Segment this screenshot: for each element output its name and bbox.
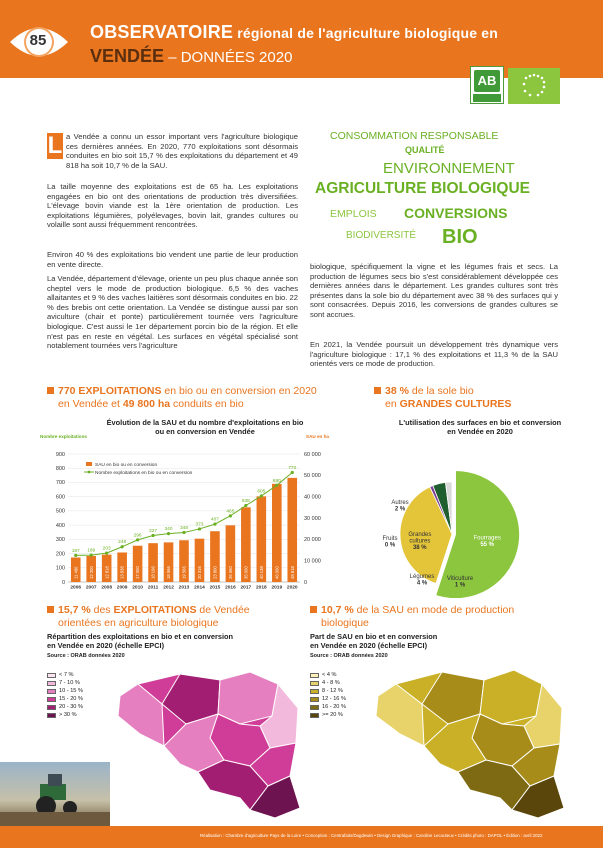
- y-left-label: Nombre exploitations: [40, 434, 87, 439]
- y-right-tick: 10 000: [304, 558, 321, 565]
- x-tick-label: 2011: [147, 585, 159, 591]
- legend-row: [310, 703, 346, 711]
- sau-bar-label: 13 838: [119, 566, 125, 579]
- title-bold: OBSERVATOIRE: [90, 22, 234, 42]
- intro-paragraph-6: En 2021, la Vendée poursuit un développement très dynamique vers l'agriculture biologique : 17,1 % des exploitations et 11,3 % de la SAU orientés vers ce mode de production.: [310, 340, 558, 369]
- sau-bar-label: 18 196: [150, 566, 156, 579]
- legend-label: 16 - 20 %: [322, 704, 346, 710]
- y-left-tick: 500: [55, 508, 65, 515]
- exploitations-point: [260, 494, 263, 497]
- legend-row: [310, 679, 346, 687]
- wordcloud-agriculture-biologique: AGRICULTURE BIOLOGIQUE: [315, 180, 530, 197]
- legend-label: < 4 %: [322, 672, 337, 678]
- map-exploitations-epci: [100, 668, 310, 823]
- y-left-tick: 800: [55, 466, 65, 473]
- legend-row: [47, 687, 83, 695]
- exploitations-label: 203: [102, 546, 111, 552]
- y-left-tick: 200: [55, 551, 65, 558]
- map1-source: Source : ORAB données 2020: [47, 653, 125, 659]
- legend-label: 7 - 10 %: [59, 680, 80, 686]
- sec1-d: 49 800 ha: [122, 398, 171, 410]
- sau-bar-label: 20 316: [197, 566, 203, 579]
- y-left-tick: 600: [55, 494, 65, 501]
- title-rest: régional de l'agriculture biologique en: [233, 25, 499, 41]
- sec4-b: de la SAU en mode de production: [353, 604, 515, 616]
- legend-row: [47, 679, 83, 687]
- x-tick-label: 2015: [209, 585, 221, 591]
- legend-sau-swatch: [86, 462, 92, 466]
- drop-cap: L: [47, 132, 63, 159]
- pie-slice-label: Fourrages: [473, 535, 501, 542]
- y-right-tick: 50 000: [304, 473, 321, 480]
- map2-title: [310, 632, 560, 650]
- exploitations-label: 187: [71, 548, 80, 554]
- ab-logo-band: [473, 94, 501, 102]
- exploitations-label: 248: [118, 540, 127, 546]
- tractor-photo: [0, 762, 110, 826]
- chart1-title-1: Évolution de la SAU et du nombre d'exploitations en bio: [106, 418, 304, 427]
- bullet-square: [310, 606, 317, 613]
- eu-leaf-icon: [508, 68, 560, 104]
- pie-slice-label: Fruits: [382, 536, 398, 542]
- legend-row: [310, 687, 346, 695]
- legend-label: 10 - 15 %: [59, 688, 83, 694]
- ab-logo-label: AB: [474, 70, 500, 92]
- y-right-tick: 30 000: [304, 515, 321, 522]
- legend-swatch: [310, 697, 319, 702]
- y-left-tick: 700: [55, 480, 65, 487]
- wordcloud-biodiversite: BIODIVERSITÉ: [346, 230, 417, 241]
- surfaces-pie-chart: [370, 438, 570, 598]
- exploitations-label: 538: [241, 498, 250, 504]
- exploitations-point: [74, 554, 77, 557]
- sau-bar-label: 12 200: [88, 566, 94, 579]
- exploitations-label: 465: [226, 509, 235, 515]
- y-right-tick: 40 000: [304, 494, 321, 501]
- sec2-a: 38 %: [385, 385, 409, 397]
- y-left-tick: 0: [61, 579, 65, 586]
- legend-label: 8 - 12 %: [322, 688, 343, 694]
- legend-swatch: [47, 697, 56, 702]
- exploitations-point: [244, 504, 247, 507]
- y-right-label: SAU en ha: [306, 434, 329, 439]
- exploitations-point: [275, 484, 278, 487]
- section-sau-map-heading: [310, 604, 590, 630]
- intro-paragraph-1: a Vendée a connu un essor important vers l'agriculture biologique ces dernières années. En 2020, 770 exploitations sont désormais conduites en bio soit 15,7 % des exploitations du département et 49 818 ha soit 10,7 % de la SAU.: [66, 132, 298, 170]
- legend-swatch: [310, 713, 319, 718]
- wordcloud-conversions: CONVERSIONS: [404, 205, 508, 221]
- legend-row: [47, 703, 83, 711]
- legend-swatch: [47, 689, 56, 694]
- exploitations-label: 407: [210, 517, 219, 523]
- exploitations-label: 348: [179, 526, 189, 532]
- legend-swatch: [47, 673, 56, 678]
- legend-swatch: [47, 681, 56, 686]
- map1-legend: [47, 671, 83, 719]
- legend-row: [47, 695, 83, 703]
- map2-title-1: Part de SAU en bio et en conversion: [310, 632, 438, 641]
- legend-sau-label: SAU en bio ou en conversion: [95, 463, 158, 468]
- x-tick-label: 2006: [70, 585, 82, 591]
- exploitations-point: [198, 527, 201, 530]
- tractor-icon: [0, 762, 110, 826]
- legend-exploitations-label: Nombre exploitations en bio ou en conversion: [95, 471, 193, 476]
- sau-bar-label: 48 818: [289, 566, 295, 579]
- page-number: 85: [29, 32, 47, 49]
- legend-swatch: [47, 705, 56, 710]
- legend-label: 4 - 8 %: [322, 680, 340, 686]
- sec4-a: 10,7 %: [321, 604, 354, 616]
- y-right-tick: 0: [304, 579, 308, 586]
- exploitations-point: [213, 523, 216, 526]
- wordcloud-consommation: CONSOMMATION RESPONSABLE: [330, 130, 499, 142]
- exploitations-label: 680: [272, 478, 281, 484]
- wordcloud-environnement: ENVIRONNEMENT: [383, 160, 515, 177]
- exploitations-point: [229, 514, 232, 517]
- sau-bar-label: 35 000: [243, 566, 249, 579]
- pie-slice-value: 1 %: [454, 582, 466, 589]
- page-title: [90, 22, 498, 43]
- legend-swatch: [310, 673, 319, 678]
- y-left-tick: 300: [55, 537, 65, 544]
- exploitations-point: [121, 545, 124, 548]
- exploitations-point: [182, 531, 185, 534]
- intro-paragraph-3: Environ 40 % des exploitations bio vendent une partie de leur production en vente directe.: [47, 250, 298, 269]
- exploitations-label: 373: [195, 522, 204, 528]
- sau-bar-label: 46 000: [274, 566, 280, 579]
- exploitations-point: [151, 534, 154, 537]
- map-sau-epci: [360, 666, 575, 824]
- exploitations-point: [291, 471, 294, 474]
- sec4-c: biologique: [321, 617, 369, 629]
- ab-logo: [470, 66, 504, 104]
- section-grandes-cultures-heading: [374, 385, 574, 411]
- sec1-a: 770 EXPLOITATIONS: [58, 385, 162, 397]
- pie-slice-label: Autres: [391, 500, 409, 506]
- footer-credits: Réalisation : Chambre d'agriculture Pays de la Loire • Conception : Centrafaits/Dugdewin • Design Graphique : Caroline Lecouteux • Crédits photo : DAPOL • Édition : avril 2022: [200, 833, 543, 838]
- pie-slice-value: 38 %: [412, 545, 427, 552]
- x-tick-label: 2016: [225, 585, 236, 591]
- sau-bar-label: 23 800: [212, 566, 218, 579]
- sec2-d: GRANDES CULTURES: [399, 398, 512, 410]
- map1-title-1: Répartition des exploitations en bio et en conversion: [47, 632, 234, 641]
- bullet-square: [47, 387, 54, 394]
- sau-exploitations-chart: [38, 432, 338, 602]
- sau-bar-label: 26 560: [228, 566, 233, 579]
- pie-slice-label: Grandes cultures: [408, 532, 432, 545]
- legend-swatch: [310, 689, 319, 694]
- x-tick-label: 2008: [101, 585, 113, 591]
- legend-row: [47, 671, 83, 679]
- y-left-tick: 900: [55, 451, 65, 458]
- pie-slice-value: 4 %: [416, 580, 428, 587]
- legend-row: [310, 695, 346, 703]
- sau-bar-label: 19 566: [181, 566, 187, 579]
- x-tick-label: 2009: [116, 585, 128, 591]
- sec3-d: de Vendée: [196, 604, 250, 616]
- exploitations-point: [90, 554, 93, 557]
- chart1-title-2: ou en conversion en Vendée: [155, 427, 255, 436]
- x-tick-label: 2014: [194, 585, 205, 591]
- pie-slice-value: 0 %: [384, 542, 396, 549]
- x-tick-label: 2020: [286, 585, 298, 591]
- exploitations-point: [167, 532, 170, 535]
- wordcloud-emplois: EMPLOIS: [330, 208, 377, 220]
- sec3-b: des: [90, 604, 114, 616]
- legend-label: 15 - 20 %: [59, 696, 83, 702]
- x-tick-label: 2013: [178, 585, 190, 591]
- x-tick-label: 2018: [255, 585, 267, 591]
- section-exploitations-map-heading: [47, 604, 327, 630]
- sec3-c: EXPLOITATIONS: [113, 604, 197, 616]
- sau-bar-label: 18 566: [166, 566, 172, 579]
- exploitations-label: 327: [149, 528, 158, 534]
- intro-paragraph-5: biologique, spécifiquement la vigne et les légumes frais et secs. La production de légumes secs bio s'est considérablement développée ces dernières années dans le département. Les grandes cultures sont très présentes dans la sole bio du département avec 38 % des surfaces qui y sont consacrées. Depuis 2016, les conversions de grandes cultures se sont accrues.: [310, 262, 558, 319]
- eu-organic-logo: [508, 68, 560, 104]
- legend-label: >= 20 %: [322, 712, 343, 718]
- subtitle-rest: – DONNÉES 2020: [164, 49, 293, 66]
- legend-swatch: [310, 705, 319, 710]
- sau-bar-label: 12 818: [104, 566, 110, 579]
- bullet-square: [47, 606, 54, 613]
- y-right-tick: 60 000: [304, 451, 321, 458]
- sec1-e: conduits en bio: [170, 398, 244, 410]
- chart2-title-1: L'utilisation des surfaces en bio et conversion: [398, 418, 562, 427]
- pie-slice-label: Viticulture: [446, 576, 474, 582]
- section-exploitations-heading: [47, 385, 337, 411]
- map2-source: Source : ORAB données 2020: [310, 653, 388, 659]
- legend-swatch: [47, 713, 56, 718]
- exploitations-label: 296: [133, 533, 142, 539]
- subtitle-bold: VENDÉE: [90, 46, 165, 66]
- sec1-b: en bio ou en conversion en 2020: [161, 385, 317, 397]
- map1-title-2: en Vendée en 2020 (échelle EPCI): [47, 641, 165, 650]
- y-left-tick: 100: [55, 565, 65, 572]
- exploitations-label: 605: [257, 489, 266, 495]
- y-left-tick: 400: [55, 522, 65, 529]
- exploitations-label: 189: [87, 548, 96, 554]
- sec2-c: en: [385, 398, 400, 410]
- exploitations-point: [136, 538, 139, 541]
- sec2-b: de la sole bio: [408, 385, 474, 397]
- legend-label: > 30 %: [59, 712, 77, 718]
- exploitations-point: [105, 552, 108, 555]
- x-tick-label: 2010: [132, 585, 143, 591]
- exploitations-label: 340: [164, 527, 173, 533]
- page-subtitle: [90, 46, 292, 67]
- exploitations-label: 770: [288, 465, 297, 471]
- x-tick-label: 2007: [85, 585, 97, 591]
- legend-row: [310, 671, 346, 679]
- intro-paragraph-2: La taille moyenne des exploitations est de 65 ha. Les exploitations engagées en bio ont des orientations de production très diversifiées. L'élevage bovin viande est la 1ère orientation de production. Les exploitations légumières, polyélevages, bovin lait, grandes cultures ou volaille sont aussi fréquemment rencontrées.: [47, 182, 298, 230]
- wordcloud-qualite: QUALITÉ: [405, 145, 445, 155]
- legend-row: [47, 711, 83, 719]
- sec1-c: en Vendée et: [58, 398, 123, 410]
- bullet-square: [374, 387, 381, 394]
- legend-label: < 7 %: [59, 672, 74, 678]
- pie-slice-value: 2 %: [394, 506, 406, 513]
- x-tick-label: 2019: [271, 585, 283, 591]
- legend-row: [310, 711, 346, 719]
- sau-bar-label: 11 480: [73, 566, 79, 579]
- map2-legend: [310, 671, 346, 719]
- legend-label: 12 - 16 %: [322, 696, 346, 702]
- map2-title-2: en Vendée en 2020 (échelle EPCI): [310, 641, 428, 650]
- chart2-title: [380, 418, 580, 436]
- y-right-tick: 20 000: [304, 537, 321, 544]
- map1-title: [47, 632, 297, 650]
- sec3-e: orientées en agriculture biologique: [58, 617, 219, 629]
- pie-slice-value: 55 %: [480, 542, 495, 549]
- sau-bar-label: 17 000: [135, 566, 141, 579]
- legend-label: 20 - 30 %: [59, 704, 83, 710]
- sec3-a: 15,7 %: [58, 604, 91, 616]
- chart2-title-2: en Vendée en 2020: [447, 427, 513, 436]
- x-tick-label: 2017: [240, 585, 252, 591]
- wordcloud-bio: BIO: [442, 226, 478, 248]
- pie-slice-label: Légumes: [409, 574, 435, 580]
- legend-swatch: [310, 681, 319, 686]
- intro-paragraph-4: La Vendée, département d'élevage, oriente un peu plus chaque année son cheptel vers le mode de production biologique. 6,5 % des vaches allaitantes et 9 % des vaches laitières sont désormais conduites en bio. 22 % des brebis ont cette orientation. La Vendée se distingue aussi par son aviculture (chair et ponte) particulièrement tournée vers l'agriculture biologique. C'est aussi le 1er département porcin bio de la région. Et elle n'est pas en reste en végétal. Les surfaces en végétal spécialisé sont notablement tournées vers l'agriculture: [47, 274, 298, 351]
- x-tick-label: 2012: [163, 585, 174, 591]
- legend-exploitations-dot: [88, 471, 91, 474]
- sau-bar-label: 40 138: [258, 566, 264, 579]
